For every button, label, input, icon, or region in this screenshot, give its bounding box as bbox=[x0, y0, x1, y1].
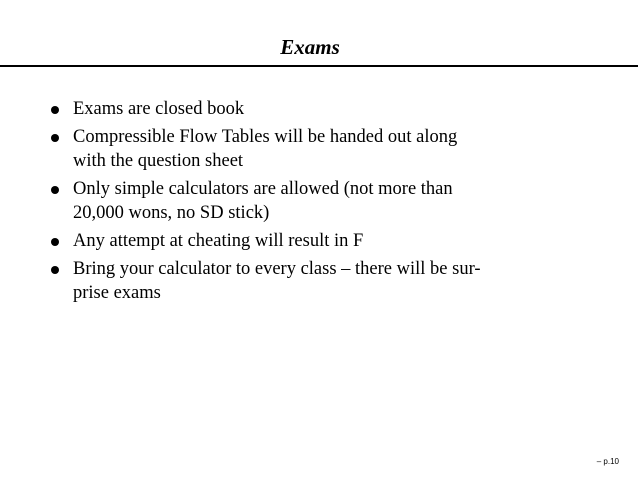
title-divider bbox=[0, 65, 638, 67]
bullet-item bbox=[40, 229, 600, 253]
slide-title: Exams bbox=[280, 35, 340, 59]
bullet-icon bbox=[51, 266, 59, 274]
bullet-icon bbox=[51, 106, 59, 114]
bullet-text: Only simple calculators are allowed (not more than 20,000 wons, no SD stick) bbox=[73, 179, 453, 223]
page-number: – p.10 bbox=[596, 457, 619, 466]
bullet-text: Any attempt at cheating will result in F bbox=[73, 231, 364, 251]
bullet-text: Exams are closed book bbox=[73, 99, 245, 119]
bullet-list bbox=[40, 97, 600, 309]
bullet-text: Bring your calculator to every class – there will be sur- prise exams bbox=[73, 259, 481, 303]
bullet-icon bbox=[51, 238, 59, 246]
bullet-item bbox=[40, 125, 600, 173]
bullet-icon bbox=[51, 134, 59, 142]
bullet-item bbox=[40, 257, 600, 305]
bullet-icon bbox=[51, 186, 59, 194]
bullet-text: Compressible Flow Tables will be handed out along with the question sheet bbox=[73, 127, 458, 171]
bullet-item bbox=[40, 97, 600, 121]
bullet-item bbox=[40, 177, 600, 225]
